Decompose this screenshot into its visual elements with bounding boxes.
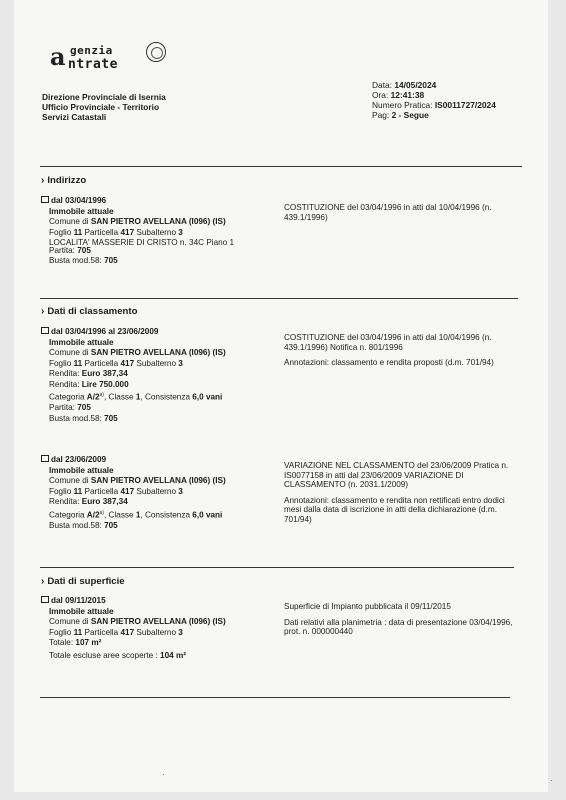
note-text: VARIAZIONE NEL CLASSAMENTO del 23/06/2009 Pratica n. IS0077158 in atti dal 23/06/2009 VARIAZIONE DI CLASSAMENTO (n. 2031.1/2009) (284, 461, 509, 490)
section-divider (40, 298, 518, 299)
meta-block (372, 80, 496, 120)
meta-value-time: 12:41:38 (390, 90, 425, 100)
meta-label: Data: (372, 80, 393, 90)
section-title-indirizzo: › Indirizzo (41, 175, 87, 186)
office-line: Servizi Catastali (42, 112, 107, 122)
office-line: Ufficio Provinciale - Territorio (42, 102, 160, 112)
calendar-icon (41, 196, 49, 203)
note-text: Annotazioni: classamento e rendita non rettificati entro dodici mesi dalla data di iscrizione in atti della dichiarazione (d.m. 701/94) (284, 495, 505, 524)
calendar-icon (41, 327, 49, 334)
note-text: COSTITUZIONE del 03/04/1996 in atti dal 10/04/1996 (n. 439.1/1996) (284, 203, 492, 222)
meta-value-pratica: IS0011727/2024 (434, 100, 496, 110)
logo-line-1: genzia (70, 44, 113, 57)
note-text: Superficie di Impianto pubblicata il 09/11/2015 (284, 602, 451, 611)
entry-status: Immobile attuale (49, 206, 114, 216)
scan-speck: · (550, 776, 553, 785)
office-block (42, 92, 166, 122)
section-divider (40, 567, 514, 568)
classamento-notes-1 (284, 333, 514, 374)
classamento-entry-1: dal 03/04/1996 al 23/06/2009 Immobile attuale Comune di SAN PIETRO AVELLANA (I096) (IS) Foglio 11 Particella 417 Subalterno 3 Rendita: Euro 387,34 Rendita: Lire 750.000 Categoria A/2$^{a)}$, Classe 1, Consistenza 6,0 vani Partita: 705 Busta mod.58: 705 (41, 327, 271, 424)
calendar-icon (41, 455, 49, 462)
document-page (14, 0, 553, 792)
logo-line-2: ntrate (68, 57, 118, 72)
entry-date: dal 03/04/1996 (51, 196, 107, 205)
chevron-right-icon: › (41, 576, 45, 587)
chevron-right-icon: › (41, 306, 45, 317)
entry-date: dal 09/11/2015 (51, 596, 106, 605)
superficie-notes (284, 602, 514, 643)
classamento-notes-2 (284, 461, 514, 531)
note-text: Annotazioni: classamento e rendita proposti (d.m. 701/94) (284, 358, 494, 368)
entry-date: dal 23/06/2009 (51, 455, 107, 464)
entry-localita: LOCALITA' MASSERIE DI CRISTO n. 34C Piano 1 (49, 238, 235, 247)
agenzia-entrate-logo (50, 40, 180, 76)
chevron-right-icon: › (41, 175, 45, 186)
classamento-entry-2: dal 23/06/2009 Immobile attuale Comune di SAN PIETRO AVELLANA (I096) (IS) Foglio 11 Particella 417 Subalterno 3 Rendita: Euro 387,34 Categoria A/2$^{a)}$, Classe 1, Consistenza 6,0 vani Busta mod.58: 705 (41, 455, 271, 531)
meta-value-date: 14/05/2024 (394, 80, 437, 90)
superficie-entry: dal 09/11/2015 Immobile attuale Comune di SAN PIETRO AVELLANA (I096) (IS) Foglio 11 Particella 417 Subalterno 3 Totale: 107 m² Totale escluse aree scoperte : 104 m² (41, 596, 271, 661)
meta-label: Ora: (372, 90, 389, 100)
section-title-superficie: › Dati di superficie (41, 576, 125, 587)
section-title-classamento: › Dati di classamento (41, 306, 138, 317)
office-line: Direzione Provinciale di Isernia (42, 92, 166, 102)
note-text: Dati relativi alla planimetria : data di presentazione 03/04/1996, prot. n. 000000440 (284, 617, 513, 637)
section-divider (40, 166, 522, 167)
meta-label: Numero Pratica: (372, 100, 433, 110)
section-divider (40, 697, 510, 698)
meta-value-page: 2 - Segue (391, 110, 429, 120)
indirizzo-entry: dal 03/04/1996 Immobile attuale Comune di SAN PIETRO AVELLANA (I096) (IS) Foglio 11 Particella 417 Subalterno 3 LOCALITA' MASSERIE DI CRISTO n. 34C Piano 1 Partita: 705 Busta mod.58: 705 (41, 196, 271, 267)
entry-date: dal 03/04/1996 al 23/06/2009 (51, 327, 159, 336)
indirizzo-notes (284, 203, 514, 228)
note-text: COSTITUZIONE del 03/04/1996 in atti dal 10/04/1996 (n. 439.1/1996) Notifica n. 801/1996 (284, 333, 492, 352)
entry-comune: SAN PIETRO AVELLANA (I096) (IS) (90, 217, 226, 226)
scan-speck: · (162, 770, 165, 779)
meta-label: Pag: (372, 110, 390, 120)
calendar-icon (41, 596, 49, 603)
logo-letter: a (50, 42, 66, 71)
emblem-icon (146, 42, 166, 62)
